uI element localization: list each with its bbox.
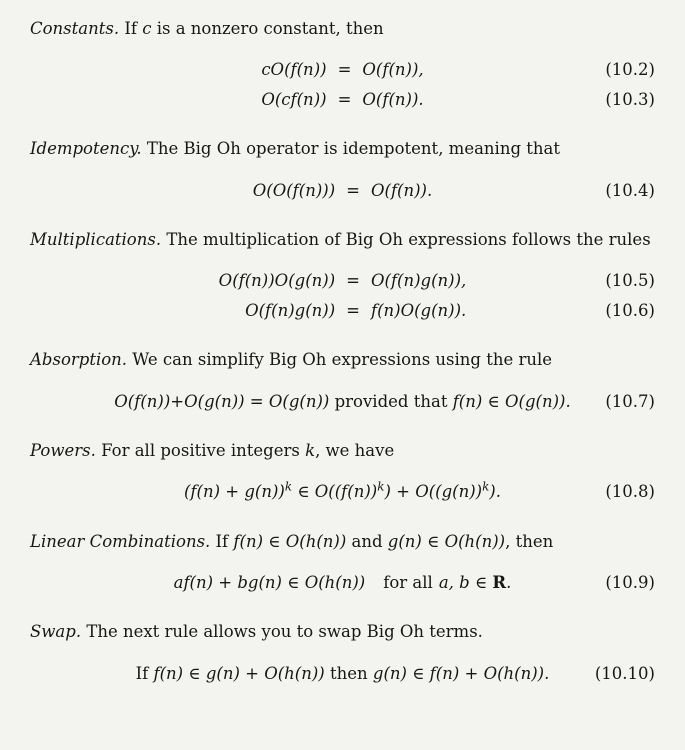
- equals-sign: =: [346, 271, 360, 291]
- equation-number: (10.7): [605, 391, 655, 411]
- display-math: ).: [489, 482, 501, 502]
- inline-math: c: [142, 19, 152, 38]
- body-text: , we have: [315, 440, 395, 460]
- display-math: (f(n) + g(n)): [184, 482, 285, 502]
- paragraph-powers: [30, 438, 655, 464]
- equation-lhs: cO(f(n)): [261, 60, 327, 80]
- paragraph-linear-combinations: [30, 529, 655, 555]
- inline-math: f(n) ∈ O(h(n)): [233, 531, 347, 551]
- equation-group-constants: [30, 57, 655, 113]
- section-multiplications: [30, 227, 655, 324]
- body-text: If: [210, 531, 234, 551]
- equation-text: If: [135, 663, 154, 683]
- rule-name-powers: Powers.: [30, 440, 96, 460]
- paragraph-idempotency: [30, 136, 655, 162]
- equation-text: provided that: [329, 391, 453, 411]
- section-absorption: [30, 347, 655, 415]
- rule-name-absorption: Absorption.: [30, 350, 128, 370]
- section-linear-combinations: [30, 529, 655, 597]
- equation-number: (10.4): [605, 180, 655, 200]
- section-powers: [30, 438, 655, 506]
- display-math: ∈ O((f(n)): [292, 482, 378, 502]
- display-math: g(n) ∈ f(n) + O(h(n)).: [372, 663, 550, 683]
- equation-rhs: O(f(n)),: [362, 60, 424, 80]
- equals-sign: =: [346, 300, 360, 320]
- inline-math: g(n) ∈ O(h(n)): [387, 531, 506, 551]
- equation-swap: [30, 661, 655, 687]
- equation-text: for all: [383, 573, 433, 593]
- body-text: We can simplify Big Oh expressions using the rule: [127, 350, 553, 370]
- equation-number: (10.5): [605, 271, 655, 291]
- paragraph-constants: [30, 16, 655, 42]
- display-math: ) + O((g(n)): [384, 482, 483, 502]
- equation-number: (10.8): [605, 482, 655, 502]
- exponent: k: [377, 479, 385, 494]
- equation-rhs: f(n)O(g(n)).: [370, 300, 467, 320]
- rule-name-swap: Swap.: [30, 622, 82, 642]
- rule-name-linear-combinations: Linear Combinations.: [30, 531, 211, 551]
- equals-sign: =: [337, 89, 352, 109]
- rule-name-constants: Constants.: [30, 19, 120, 38]
- equation-lhs: O(cf(n)): [261, 89, 327, 109]
- real-numbers-symbol: R: [492, 573, 507, 593]
- inline-math: k: [305, 440, 316, 460]
- equation-text: then: [324, 663, 373, 683]
- section-idempotency: [30, 136, 655, 204]
- equation-lhs: O(O(f(n))): [252, 180, 336, 200]
- equation-number: (10.9): [605, 573, 655, 593]
- rule-name-idempotency: Idempotency.: [30, 139, 142, 159]
- equation-absorption: [30, 389, 655, 415]
- equation-number: (10.6): [605, 300, 655, 320]
- display-math: a, b ∈: [438, 573, 493, 593]
- equation-number: (10.2): [605, 60, 655, 80]
- display-math: f(n) ∈ O(g(n)).: [452, 391, 571, 411]
- display-math: .: [506, 573, 512, 593]
- exponent: k: [284, 479, 293, 494]
- section-swap: [30, 619, 655, 687]
- display-math: f(n) ∈ g(n) + O(h(n)): [153, 663, 325, 683]
- exponent: k: [482, 479, 490, 494]
- body-text: is a nonzero constant, then: [151, 19, 384, 38]
- equals-sign: =: [346, 180, 360, 200]
- body-text: The next rule allows you to swap Big Oh terms.: [81, 622, 483, 642]
- paragraph-multiplications: [30, 227, 655, 253]
- equation-group-multiplications: [30, 268, 655, 324]
- paragraph-absorption: [30, 347, 655, 373]
- rule-name-multiplications: Multiplications.: [30, 229, 162, 249]
- equation-number: (10.10): [594, 663, 655, 683]
- body-text: and: [346, 531, 388, 551]
- body-text: For all positive integers: [95, 440, 306, 460]
- equation-rhs: O(f(n)g(n)),: [370, 271, 467, 291]
- body-text: If: [119, 19, 143, 38]
- body-text: , then: [505, 531, 554, 551]
- paragraph-swap: [30, 619, 655, 645]
- equation-rhs: O(f(n)).: [370, 180, 433, 200]
- section-constants: [30, 16, 655, 113]
- equation-rhs: O(f(n)).: [362, 89, 424, 109]
- equals-sign: =: [337, 60, 352, 80]
- equation-lhs: O(f(n))O(g(n)): [218, 271, 336, 291]
- equation-lhs: O(f(n)g(n)): [245, 300, 336, 320]
- equation-linear-combinations: [30, 570, 655, 596]
- display-math: O(f(n))+O(g(n)) = O(g(n)): [114, 391, 330, 411]
- body-text: The Big Oh operator is idempotent, meaning that: [141, 139, 560, 159]
- equation-powers: [30, 479, 655, 505]
- body-text: The multiplication of Big Oh expressions follows the rules: [161, 229, 651, 249]
- equation-group-idempotency: [30, 178, 655, 204]
- equation-number: (10.3): [605, 89, 655, 109]
- display-math: af(n) + bg(n) ∈ O(h(n)): [173, 573, 366, 593]
